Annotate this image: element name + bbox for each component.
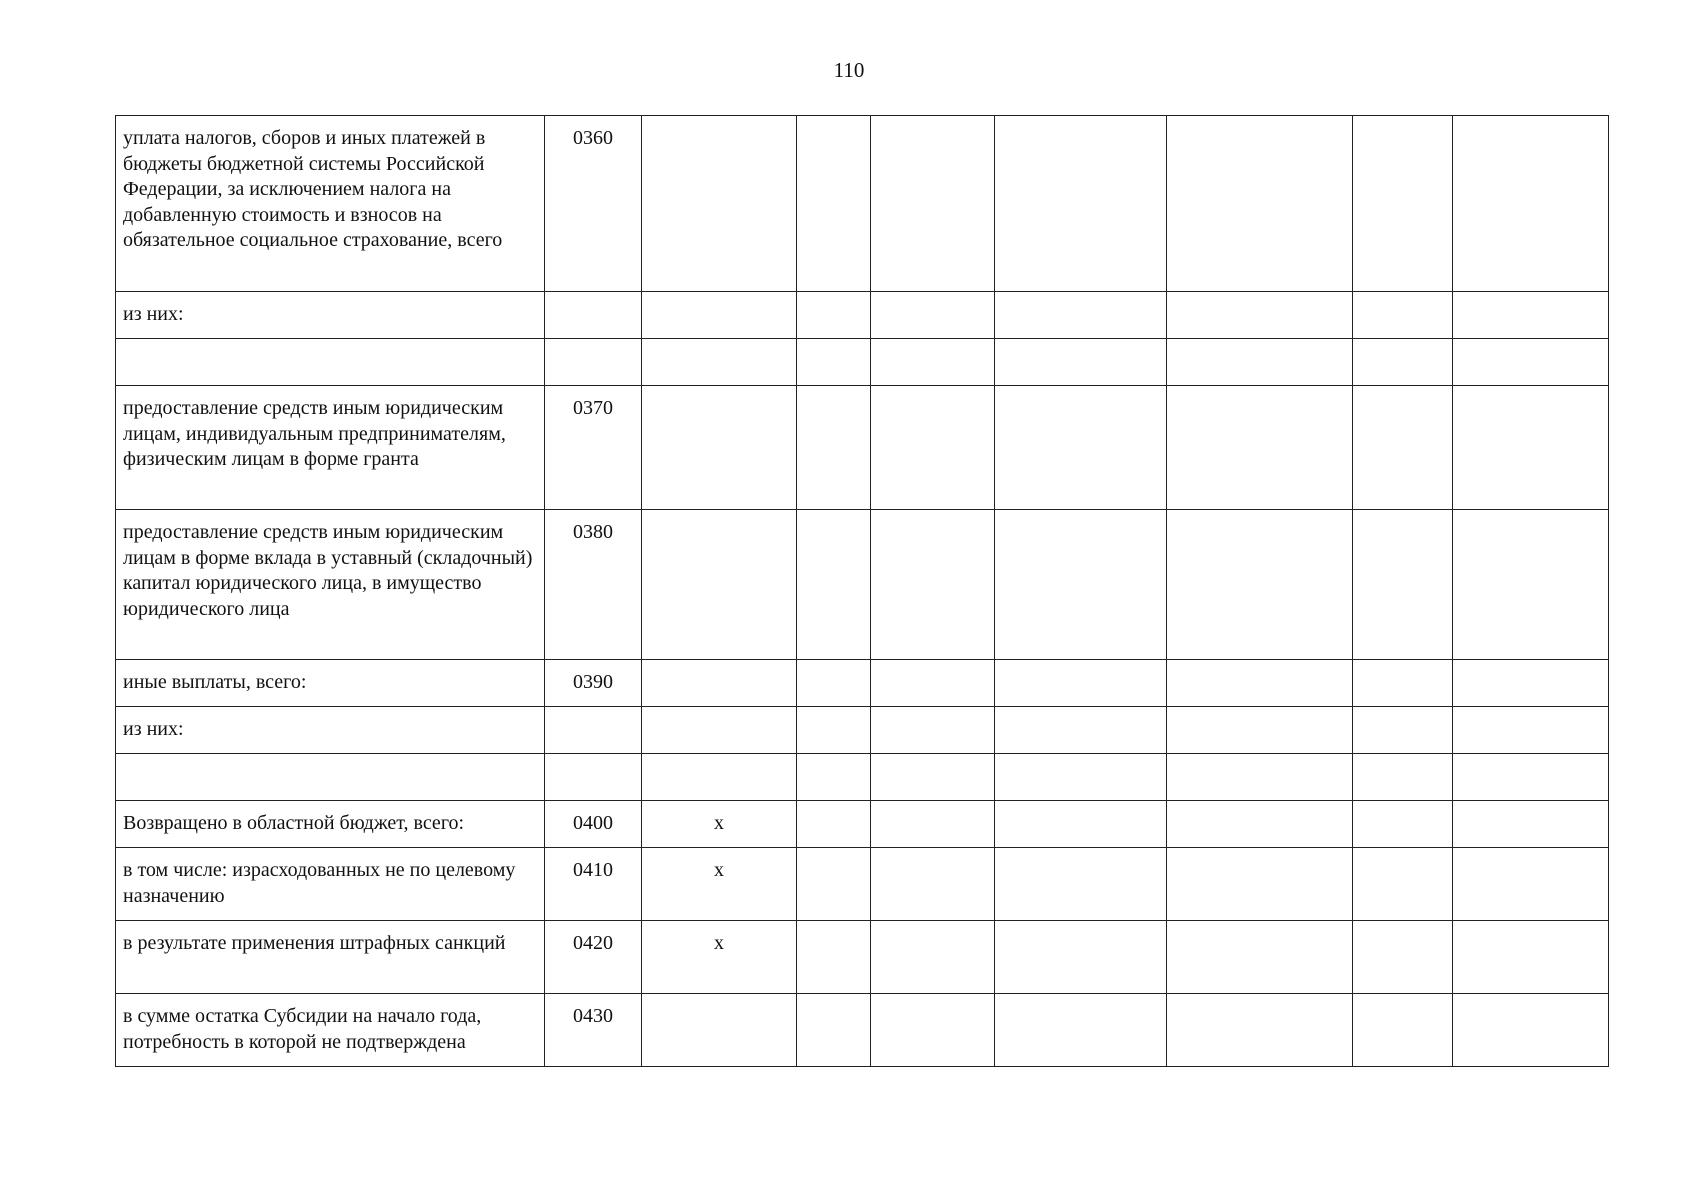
cell-col-5 [871,386,995,510]
row-label: из них: [116,707,545,754]
row-code [545,707,642,754]
row-code: 0390 [545,660,642,707]
cell-col-6 [995,707,1167,754]
cell-col-3 [642,292,797,339]
table-row-0360 [116,116,1609,292]
cell-col-6 [995,754,1167,801]
cell-col-6 [995,292,1167,339]
table-row-iz-nih [116,707,1609,754]
cell-col-6 [995,386,1167,510]
cell-col-6 [995,510,1167,660]
cell-col-6 [995,339,1167,386]
cell-col-8 [1353,848,1453,921]
cell-col-4 [797,801,871,848]
cell-col-4 [797,848,871,921]
cell-col-4 [797,339,871,386]
cell-col-3 [642,386,797,510]
cell-col-6 [995,660,1167,707]
cell-col-4 [797,386,871,510]
cell-col-4 [797,292,871,339]
row-label: в результате применения штрафных санкций [116,921,545,994]
cell-col-3 [642,660,797,707]
cell-col-6 [995,116,1167,292]
cell-col-7 [1167,510,1353,660]
table-row-0410 [116,848,1609,921]
cell-col-9 [1453,510,1609,660]
cell-col-3 [642,510,797,660]
row-code: 0410 [545,848,642,921]
cell-col-8 [1353,801,1453,848]
row-code: 0420 [545,921,642,994]
page-number: 110 [833,58,865,82]
cell-col-6 [995,848,1167,921]
table-row-iz-nih [116,292,1609,339]
cell-col-5 [871,660,995,707]
table-row-0400 [116,801,1609,848]
cell-col-9 [1453,116,1609,292]
report-table-body [116,116,1609,1067]
row-label [116,339,545,386]
cell-col-5 [871,339,995,386]
row-label [116,754,545,801]
table-row-0430 [116,994,1609,1067]
cell-col-6 [995,994,1167,1067]
cell-col-8 [1353,292,1453,339]
row-code: 0360 [545,116,642,292]
row-label: уплата налогов, сборов и иных платежей в бюджеты бюджетной системы Российской Федерации, за исключением налога на добавленную стоимость и взносов на обязательное социальное страхование, всего [116,116,545,292]
cell-col-5 [871,116,995,292]
cell-col-7 [1167,292,1353,339]
row-label: из них: [116,292,545,339]
cell-col-4 [797,707,871,754]
cell-col-6 [995,921,1167,994]
cell-col-9 [1453,921,1609,994]
cell-col-9 [1453,339,1609,386]
cell-col-7 [1167,339,1353,386]
cell-col-9 [1453,801,1609,848]
row-label: предоставление средств иным юридическим лицам в форме вклада в уставный (складочный) капитал юридического лица, в имущество юридического лица [116,510,545,660]
cell-col-3 [642,994,797,1067]
cell-col-7 [1167,116,1353,292]
table-row-0420 [116,921,1609,994]
cell-col-6 [995,801,1167,848]
cell-col-5 [871,921,995,994]
cell-col-4 [797,994,871,1067]
report-table [115,115,1609,1067]
cell-col-8 [1353,510,1453,660]
cell-col-3 [642,116,797,292]
row-code: 0370 [545,386,642,510]
row-code: 0400 [545,801,642,848]
cell-col-7 [1167,994,1353,1067]
row-label: иные выплаты, всего: [116,660,545,707]
cell-col-8 [1353,994,1453,1067]
row-code: 0380 [545,510,642,660]
cell-col-4 [797,116,871,292]
cell-col-9 [1453,707,1609,754]
table-row-0380 [116,510,1609,660]
row-label: предоставление средств иным юридическим лицам, индивидуальным предпринимателям, физическим лицам в форме гранта [116,386,545,510]
row-code [545,292,642,339]
row-code [545,339,642,386]
cell-col-7 [1167,660,1353,707]
cell-col-3: x [642,848,797,921]
cell-col-5 [871,707,995,754]
cell-col-9 [1453,660,1609,707]
row-label: в том числе: израсходованных не по целевому назначению [116,848,545,921]
row-code [545,754,642,801]
row-label: Возвращено в областной бюджет, всего: [116,801,545,848]
cell-col-4 [797,754,871,801]
cell-col-4 [797,921,871,994]
cell-col-9 [1453,292,1609,339]
cell-col-9 [1453,386,1609,510]
cell-col-5 [871,848,995,921]
cell-col-8 [1353,339,1453,386]
cell-col-8 [1353,754,1453,801]
cell-col-8 [1353,660,1453,707]
cell-col-3: x [642,801,797,848]
cell-col-5 [871,292,995,339]
row-code: 0430 [545,994,642,1067]
row-label: в сумме остатка Субсидии на начало года, потребность в которой не подтверждена [116,994,545,1067]
cell-col-8 [1353,116,1453,292]
table-row-0370 [116,386,1609,510]
cell-col-9 [1453,848,1609,921]
cell-col-7 [1167,707,1353,754]
cell-col-3 [642,339,797,386]
cell-col-3 [642,707,797,754]
cell-col-5 [871,801,995,848]
cell-col-8 [1353,386,1453,510]
cell-col-5 [871,510,995,660]
cell-col-3: x [642,921,797,994]
table-row-empty [116,339,1609,386]
cell-col-5 [871,754,995,801]
cell-col-7 [1167,801,1353,848]
cell-col-7 [1167,386,1353,510]
cell-col-9 [1453,994,1609,1067]
cell-col-8 [1353,921,1453,994]
cell-col-8 [1353,707,1453,754]
cell-col-4 [797,510,871,660]
cell-col-9 [1453,754,1609,801]
cell-col-5 [871,994,995,1067]
cell-col-7 [1167,848,1353,921]
cell-col-7 [1167,754,1353,801]
table-row-empty [116,754,1609,801]
cell-col-4 [797,660,871,707]
table-row-0390 [116,660,1609,707]
cell-col-7 [1167,921,1353,994]
cell-col-3 [642,754,797,801]
